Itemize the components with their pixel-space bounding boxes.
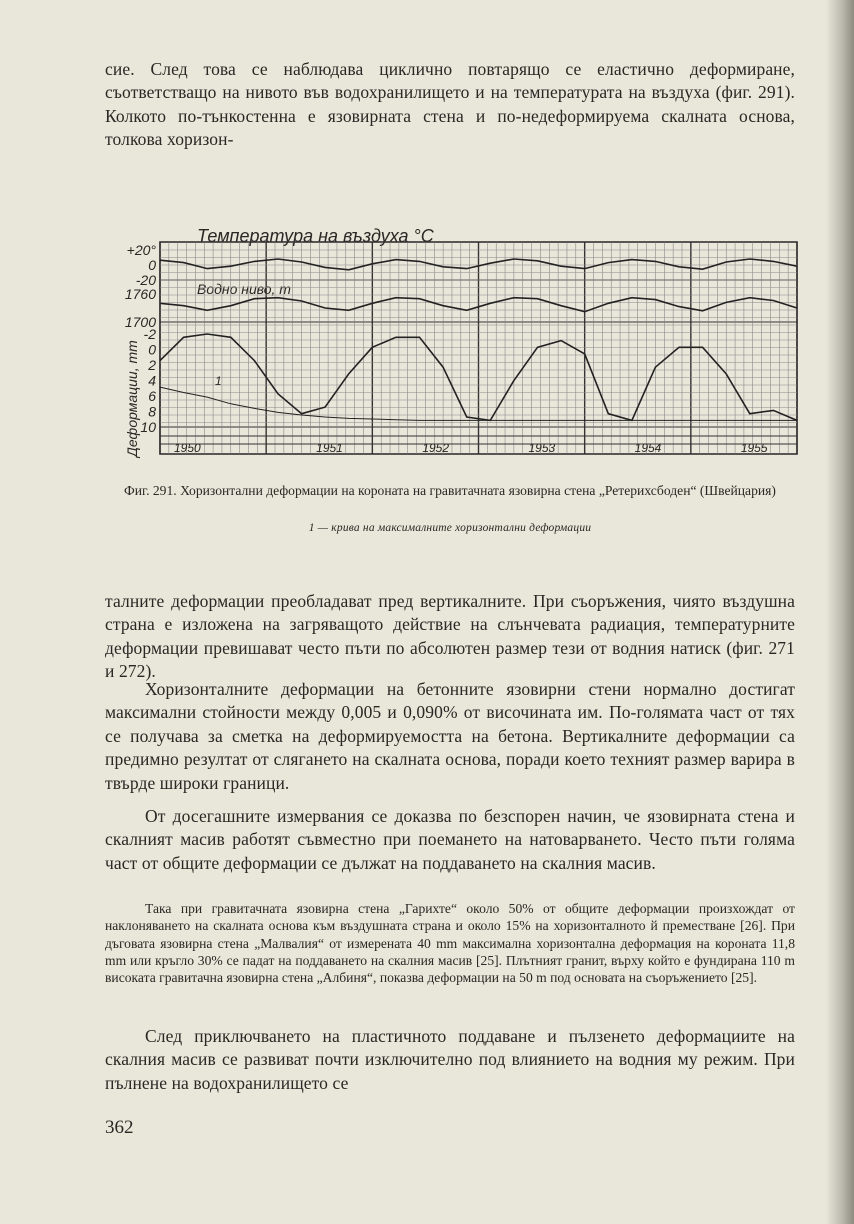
chart-year-labels (174, 441, 768, 455)
paragraph-continued: талните деформации преобладават пред вертикалните. При съоръжения, чиято въздушна страна е изложена на загряващото действие на слънчевата радиация, температурните деформации превишават често пъти по абсолютен размер тези от водния натиск (фиг. 271 и 272). (105, 591, 795, 682)
year-label: 1954 (634, 441, 662, 455)
year-label: 1950 (174, 441, 201, 455)
year-label: 1951 (316, 441, 343, 455)
chart-water-label: Водно ниво, m (197, 281, 291, 297)
small-print-paragraph: Така при гравитачната язовирна стена „Гарихте“ около 50% от общите деформации произхождат от наклоняването на скалната основа към въздушната страна и около 15% на хоризонталното й преместване [26]. При дъговата язовирна стена „Малвалия“ от измерената 40 mm максимална хоризонтална деформация на короната 11,8 mm или кръгло 30% се падат на поддаването на скалния масив [25]. Плътният гранит, върху който е фундирана 110 m високата гравитачна язовирна стена „Албиня“, показва деформации на 50 m под основата на съоръжението [25]. (105, 901, 795, 986)
y-tick-label: 2 (148, 357, 156, 373)
y-tick-label: 6 (148, 388, 156, 404)
deformation-chart (115, 222, 805, 467)
paragraph-4: След приключването на пластичното поддаване и пълзенето деформациите на скалния масив се развиват почти изключително под влиянието на водния му режим. При пълнене на водохранилището се (105, 1026, 795, 1093)
y-tick-label: 10 (140, 419, 156, 435)
chart-temp-label: Температура на въздуха °C (197, 226, 434, 246)
y-tick-label: -20 (135, 272, 156, 288)
series-label: 1 (215, 374, 222, 389)
chart-y-label: Деформации, mm (124, 340, 140, 457)
year-label: 1952 (422, 441, 450, 455)
y-tick-label: 4 (148, 372, 156, 389)
figure-291 (115, 222, 805, 467)
figure-legend-note: 1 — крива на максималните хоризонтални деформации (308, 522, 592, 534)
paragraph-top: сие. След това се наблюдава циклично повтарящо се еластично деформиране, съответстващо на нивото във водохранилището и на температурата на въздуха (фиг. 291). Колкото по-тънкостенна е язовирната стена и по-недеформируема скалната основа, толкова хоризон- (105, 59, 795, 150)
paragraph-3: От досегашните измервания се доказва по безспорен начин, че язовирната стена и скалният масив работят съвместно при поемането на натоварването. Често пъти голяма част от общите деформации се дължат на поддаването на скалния масив. (105, 806, 795, 873)
y-tick-label: 8 (148, 403, 156, 420)
paragraph-2: Хоризонталните деформации на бетонните язовирни стени нормално достигат максимални стойности между 0,005 и 0,090% от височината им. По-голямата част от тях се получава за сметка на деформируемостта на бетона. Вертикалните деформации са предимно резултат от слягането на скалната основа, поради което техният размер варира в твърде широки граници. (105, 679, 795, 793)
page-edge-shadow (826, 0, 854, 1224)
page-number: 362 (105, 1117, 134, 1138)
y-tick-label: 0 (148, 341, 156, 358)
year-label: 1953 (528, 441, 556, 455)
y-tick-label: +20° (126, 242, 156, 258)
y-tick-label: -2 (143, 326, 156, 342)
figure-caption: Фиг. 291. Хоризонтални деформации на короната на гравитачната язовирна стена „Ретерихсбоден“ (Швейцария) (124, 483, 776, 498)
y-tick-label: 1760 (124, 286, 156, 302)
year-label: 1955 (740, 441, 768, 455)
y-tick-label: 0 (148, 257, 156, 273)
y-tick-label: 1700 (124, 314, 156, 330)
